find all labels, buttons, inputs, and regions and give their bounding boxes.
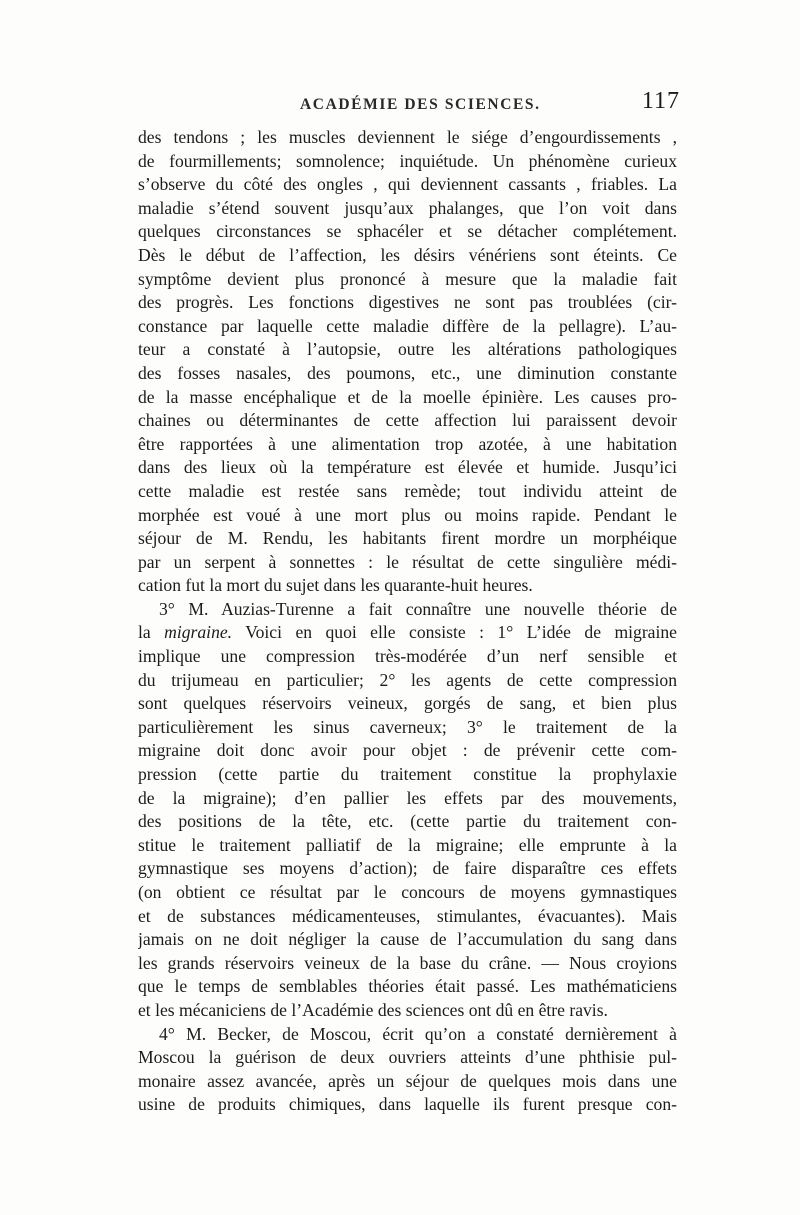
text-line: cette maladie est restée sans remède; tout individu atteint de	[138, 480, 677, 501]
text-line: et de substances médicamenteuses, stimulantes, évacuantes). Mais	[138, 905, 677, 926]
text-line: des tendons ; les muscles deviennent le siége d’engourdissements ,	[138, 127, 677, 147]
text-line: morphée est voué à une mort plus ou moins rapide. Pendant le	[138, 504, 677, 525]
text-line: des fosses nasales, des poumons, etc., une diminution constante	[138, 362, 677, 383]
text-line: particulièrement les sinus caverneux; 3° le traitement de la	[138, 716, 677, 737]
text-line: implique une compression très-modérée d’un nerf sensible et	[138, 646, 677, 667]
text-line: gymnastique ses moyens d’action); de faire disparaître ces effets	[138, 858, 677, 879]
text-line-with-italic	[138, 621, 677, 645]
text-line: de la migraine); d’en pallier les effets par des mouvements,	[138, 787, 677, 808]
text-run: Voici en quoi elle consiste : 1° L’idée de migraine	[232, 622, 677, 643]
running-head	[140, 88, 680, 120]
text-line: s’observe du côté des ongles , qui deviennent cassants , friables. La	[138, 174, 677, 195]
text-line: dans des lieux où la température est élevée et humide. Jusqu’ici	[138, 457, 677, 478]
text-line: quelques circonstances se sphacéler et se détacher complétement.	[138, 221, 677, 242]
text-line: (on obtient ce résultat par le concours de moyens gymnastiques	[138, 882, 677, 902]
italic-term-migraine: migraine.	[164, 622, 233, 643]
text-line: pression (cette partie du traitement constitue la prophylaxie	[138, 764, 677, 785]
text-line: que le temps de semblables théories était passé. Les mathématiciens	[138, 976, 677, 997]
text-line: par un serpent à sonnettes : le résultat de cette singulière médi-	[138, 551, 677, 572]
text-line: de la masse encéphalique et de la moelle épinière. Les causes pro-	[138, 386, 677, 407]
text-run: la	[138, 622, 165, 643]
text-body	[138, 126, 677, 1117]
text-line: séjour de M. Rendu, les habitants firent mordre un morphéique	[138, 528, 677, 549]
text-line: Dès le début de l’affection, les désirs vénériens sont éteints. Ce	[138, 244, 677, 265]
text-line: symptôme devient plus prononcé à mesure que la maladie fait	[138, 268, 677, 289]
text-line-paragraph-start: 4° M. Becker, de Moscou, écrit qu’on a constaté dernièrement à	[159, 1023, 677, 1044]
text-line: jamais on ne doit négliger la cause de l’accumulation du sang dans	[138, 929, 677, 950]
text-line: stitue le traitement palliatif de la migraine; elle emprunte à la	[138, 834, 677, 855]
text-line: usine de produits chimiques, dans laquelle ils furent presque con-	[138, 1094, 677, 1115]
text-line: maladie s’étend souvent jusqu’aux phalanges, que l’on voit dans	[138, 197, 677, 218]
text-line: les grands réservoirs veineux de la base du crâne. — Nous croyions	[138, 952, 677, 973]
text-line: de fourmillements; somnolence; inquiétude. Un phénomène curieux	[138, 150, 677, 171]
text-line: constance par laquelle cette maladie diffère de la pellagre). L’au-	[138, 315, 677, 336]
text-line: teur a constaté à l’autopsie, outre les altérations pathologiques	[138, 339, 677, 360]
text-line-paragraph-end: et les mécaniciens de l’Académie des sciences ont dû en être ravis.	[138, 999, 608, 1020]
text-line: chaines ou déterminantes de cette affection lui paraissent devoir	[138, 410, 677, 431]
text-line: sont quelques réservoirs veineux, gorgés de sang, et bien plus	[138, 693, 677, 714]
text-line: migraine doit donc avoir pour objet : de prévenir cette com-	[138, 740, 677, 761]
text-line-paragraph-end: cation fut la mort du sujet dans les quarante-huit heures.	[138, 575, 533, 596]
text-line: Moscou la guérison de deux ouvriers atteints d’une phthisie pul-	[138, 1047, 677, 1068]
text-line: être rapportées à une alimentation trop azotée, à une habitation	[138, 433, 677, 454]
text-line: des positions de la tête, etc. (cette partie du traitement con-	[138, 811, 677, 832]
text-line: monaire assez avancée, après un séjour de quelques mois dans une	[138, 1070, 677, 1091]
text-line: des progrès. Les fonctions digestives ne sont pas troublées (cir-	[138, 292, 677, 313]
text-line: du trijumeau en particulier; 2° les agents de cette compression	[138, 669, 677, 690]
page-number: 117	[641, 88, 680, 114]
running-title: ACADÉMIE DES SCIENCES.	[300, 96, 541, 113]
text-line-paragraph-start: 3° M. Auzias-Turenne a fait connaître une nouvelle théorie de	[159, 598, 677, 619]
